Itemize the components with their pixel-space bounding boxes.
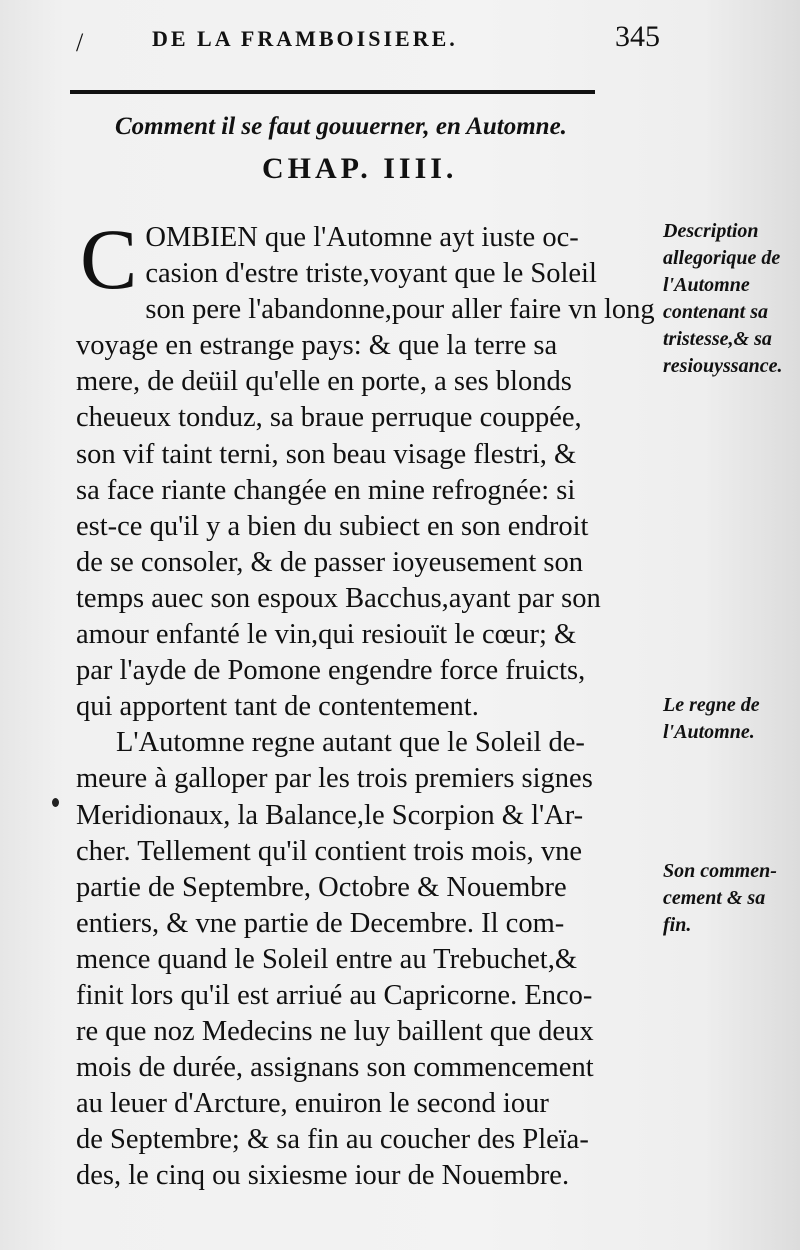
text-line: qui apportent tant de contentement. xyxy=(76,691,479,723)
text-line: cher. Tellement qu'il contient trois mois, vne xyxy=(76,835,583,867)
text-line: au leuer d'Arcture, enuiron le second iour xyxy=(76,1088,549,1120)
text-line: partie de Septembre, Octobre & Nouembre xyxy=(76,871,567,903)
text-line: est-ce qu'il y a bien du subiect en son endroit xyxy=(76,510,589,542)
text-line: amour enfanté le vin,qui resiouït le cœur; & xyxy=(76,619,577,651)
margin-note-commencement: Son commen- cement & sa fin. xyxy=(663,860,777,936)
body-text xyxy=(76,211,661,1195)
text-line: casion d'estre triste,voyant que le Soleil xyxy=(145,258,597,290)
chapter-heading: CHAP. IIII. xyxy=(262,152,458,185)
text-line: mence quand le Soleil entre au Trebuchet,& xyxy=(76,943,577,975)
text-line: temps auec son espoux Bacchus,ayant par son xyxy=(76,582,601,614)
text-line: OMBIEN que l'Automne ayt iuste oc- xyxy=(145,222,579,253)
text-line: re que noz Medecins ne luy baillent que deux xyxy=(76,1016,594,1048)
text-line: meure à galloper par les trois premiers signes xyxy=(76,763,593,795)
text-line: L'Automne regne autant que le Soleil de- xyxy=(116,727,585,759)
text-line: des, le cinq ou sixiesme iour de Nouembre. xyxy=(76,1160,570,1192)
text-line: de Septembre; & sa fin au coucher des Pleïa- xyxy=(76,1124,589,1156)
section-title: Comment il se faut gouuerner, en Automne. xyxy=(115,113,567,140)
text-line: entiers, & vne partie de Decembre. Il com- xyxy=(76,907,565,939)
running-head: DE LA FRAMBOISIERE. xyxy=(152,26,458,51)
page-number: 345 xyxy=(615,20,660,53)
text-line: finit lors qu'il est arriué au Capricorne. Enco- xyxy=(76,979,593,1011)
text-line: cheueux tonduz, sa braue perruque couppée, xyxy=(76,402,582,434)
margin-dot xyxy=(52,798,59,807)
margin-note-regne: Le regne de l'Automne. xyxy=(663,694,760,743)
page-header: / DE LA FRAMBOISIERE. 345 xyxy=(76,20,660,57)
text-line: par l'ayde de Pomone engendre force fruicts, xyxy=(76,655,586,687)
text-line: mois de durée, assignans son commencement xyxy=(76,1052,594,1084)
text-line: sa face riante changée en mine refrognée: si xyxy=(76,474,576,506)
drop-cap: C xyxy=(80,211,138,307)
margin-note-description: Description allegorique de l'Automne contenant sa tristesse,& sa resiouyssance. xyxy=(663,220,783,377)
text-line: son vif taint terni, son beau visage flestri, & xyxy=(76,438,577,470)
header-rule xyxy=(70,90,595,94)
text-line: de se consoler, & de passer ioyeusement son xyxy=(76,546,583,578)
text-line: mere, de deüil qu'elle en porte, a ses blonds xyxy=(76,366,572,398)
text-line: son pere l'abandonne,pour aller faire vn long xyxy=(145,294,655,326)
text-line: voyage en estrange pays: & que la terre sa xyxy=(76,330,558,362)
text-line: Meridionaux, la Balance,le Scorpion & l'Ar- xyxy=(76,799,584,831)
